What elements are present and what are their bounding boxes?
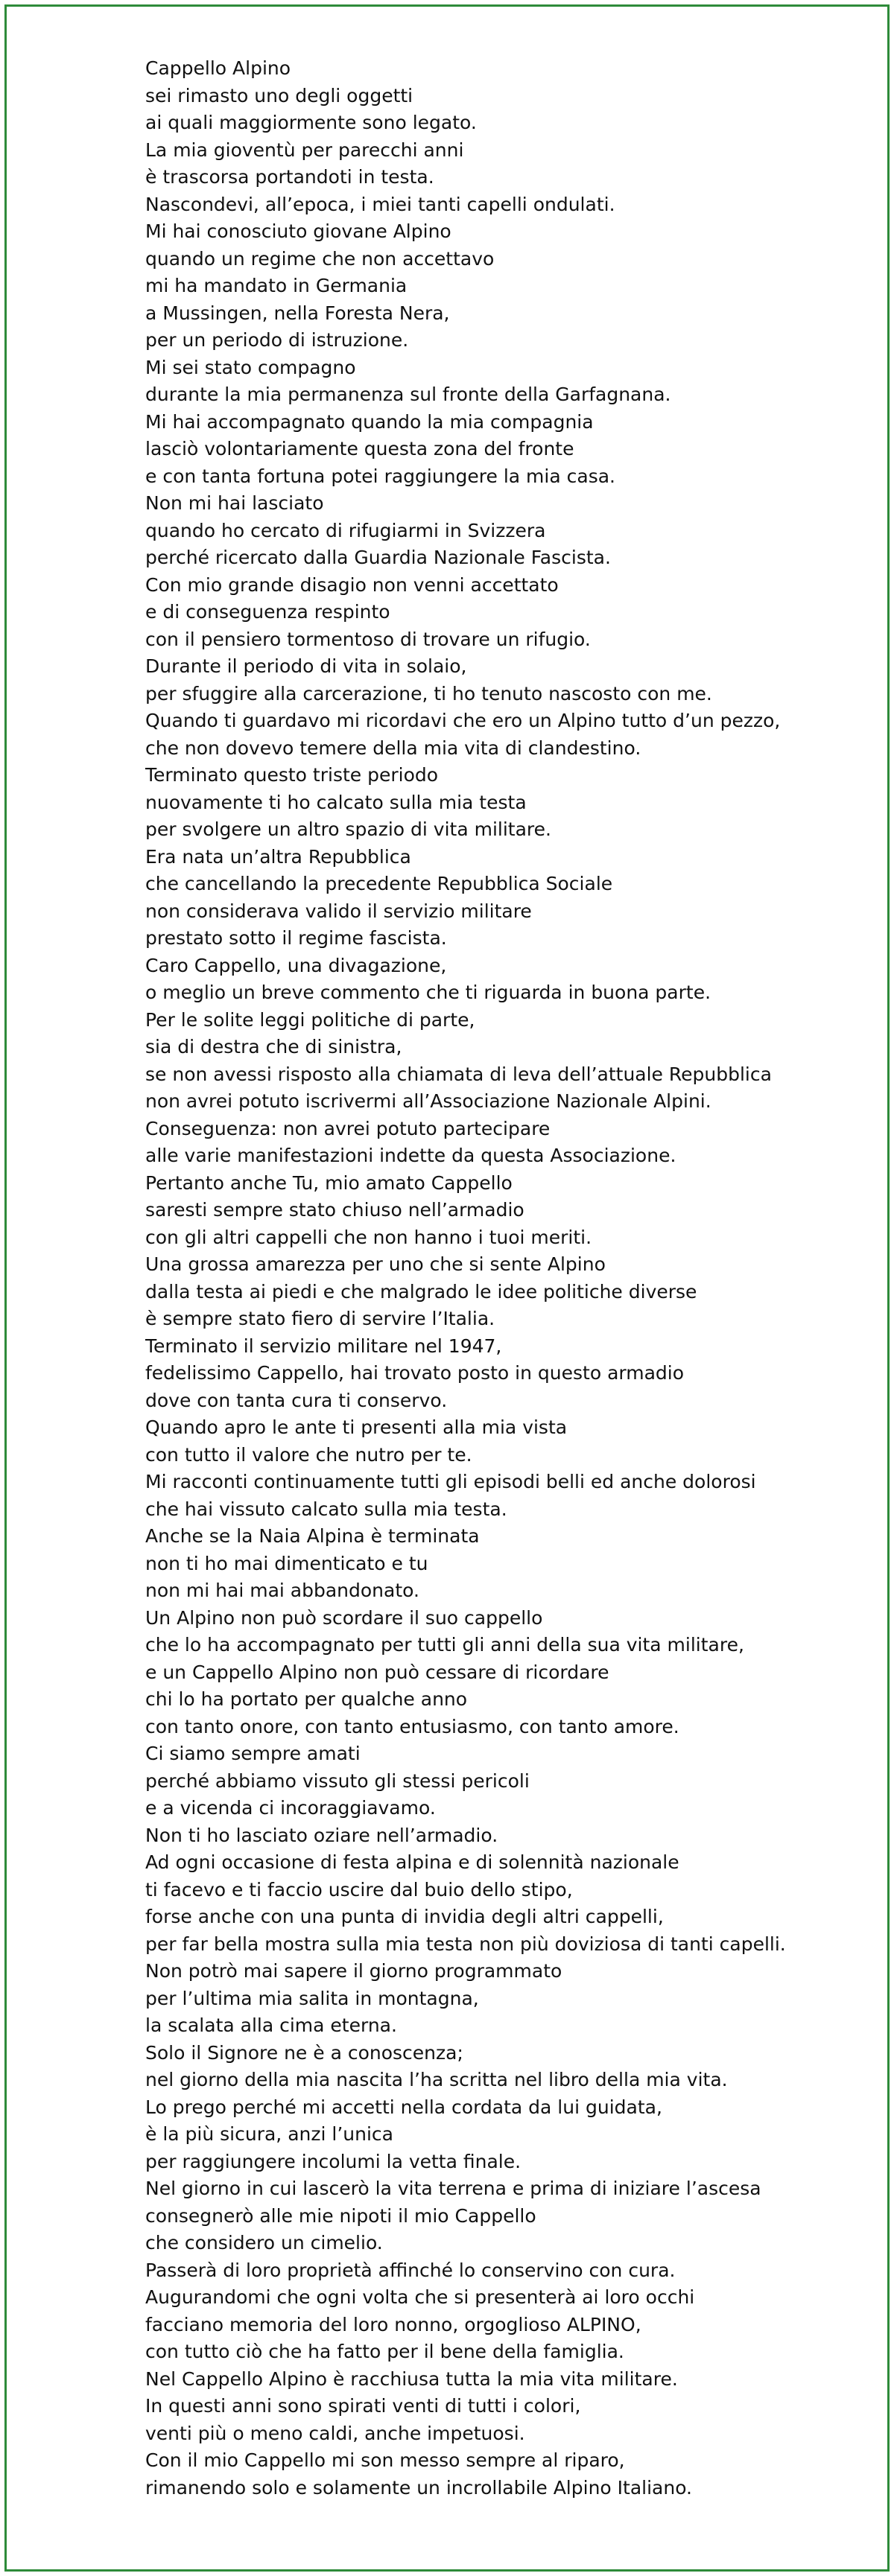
poem-line: Una grossa amarezza per uno che si sente Alpino [145, 1253, 606, 1275]
poem-line: lasciò volontariamente questa zona del fronte [145, 438, 574, 459]
poem-line: Non ti ho lasciato oziare nell’armadio. [145, 1824, 498, 1846]
poem-line: che non dovevo temere della mia vita di clandestino. [145, 737, 641, 759]
poem-line: chi lo ha portato per qualche anno [145, 1688, 468, 1710]
poem-line: per far bella mostra sulla mia testa non più doviziosa di tanti capelli. [145, 1933, 786, 1955]
poem-line: per sfuggire alla carcerazione, ti ho tenuto nascosto con me. [145, 682, 712, 705]
poem-line: In questi anni sono spirati venti di tutti i colori, [145, 2395, 581, 2417]
poem-line: rimanendo solo e solamente un incrollabile Alpino Italiano. [145, 2476, 693, 2499]
poem-line: sia di destra che di sinistra, [145, 1036, 402, 1058]
poem-line: Mi racconti continuamente tutti gli episodi belli ed anche dolorosi [145, 1471, 756, 1492]
poem-line: che hai vissuto calcato sulla mia testa. [145, 1498, 507, 1520]
poem-line: Terminato il servizio militare nel 1947, [145, 1335, 502, 1357]
poem-line: perché ricercato dalla Guardia Nazionale Fascista. [145, 547, 611, 568]
poem-line: saresti sempre stato chiuso nell’armadio [145, 1199, 524, 1221]
poem-line: Nascondevi, all’epoca, i miei tanti capelli ondulati. [145, 193, 615, 215]
poem-line: a Mussingen, nella Foresta Nera, [145, 302, 450, 324]
poem-line: dalla testa ai piedi e che malgrado le idee politiche diverse [145, 1280, 697, 1303]
poem-line: fedelissimo Cappello, hai trovato posto in questo armadio [145, 1362, 685, 1384]
poem-line: per raggiungere incolumi la vetta finale. [145, 2150, 522, 2172]
poem-line: quando ho cercato di rifugiarmi in Svizzera [145, 519, 546, 541]
poem-line: La mia gioventù per parecchi anni [145, 139, 464, 161]
poem-line: con tutto il valore che nutro per te. [145, 1443, 472, 1466]
poem-line: Un Alpino non può scordare il suo cappello [145, 1606, 543, 1629]
poem-line: con tutto ciò che ha fatto per il bene della famiglia. [145, 2341, 624, 2362]
poem-line: non considerava valido il servizio militare [145, 900, 532, 922]
poem-line: dove con tanta cura ti conservo. [145, 1389, 448, 1411]
poem-line: e con tanta fortuna potei raggiungere la mia casa. [145, 465, 615, 487]
poem-line: Quando ti guardavo mi ricordavi che ero un Alpino tutto d’un pezzo, [145, 710, 781, 731]
poem-line: con il pensiero tormentoso di trovare un rifugio. [145, 628, 591, 650]
poem-line: quando un regime che non accettavo [145, 247, 495, 270]
poem-line: Nel Cappello Alpino è racchiusa tutta la mia vita militare. [145, 2367, 678, 2390]
poem-line: Augurandomi che ogni volta che si presenterà ai loro occhi [145, 2286, 695, 2308]
poem-line: mi ha mandato in Germania [145, 275, 408, 296]
poem-line: Ci siamo sempre amati [145, 1743, 361, 1764]
poem-line: è la più sicura, anzi l’unica [145, 2123, 393, 2145]
poem-line: sei rimasto uno degli oggetti [145, 84, 413, 106]
poem-line: Non mi hai lasciato [145, 492, 324, 514]
poem-line: Pertanto anche Tu, mio amato Cappello [145, 1171, 513, 1194]
poem-line: Mi hai accompagnato quando la mia compagnia [145, 410, 594, 433]
poem-line: non avrei potuto iscrivermi all’Associazione Nazionale Alpini. [145, 1090, 711, 1112]
poem-line: e di conseguenza respinto [145, 601, 390, 623]
poem-line: Conseguenza: non avrei potuto partecipare [145, 1117, 551, 1139]
poem-line: Anche se la Naia Alpina è terminata [145, 1525, 480, 1547]
poem-line: è trascorsa portandoti in testa. [145, 166, 434, 188]
poem-line: se non avessi risposto alla chiamata di leva dell’attuale Repubblica [145, 1063, 772, 1085]
poem-line: nuovamente ti ho calcato sulla mia testa [145, 791, 527, 813]
poem-line: Terminato questo triste periodo [145, 764, 439, 786]
poem-line: non mi hai mai abbandonato. [145, 1580, 419, 1601]
poem-line: Ad ogni occasione di festa alpina e di solennità nazionale [145, 1851, 679, 1873]
poem-line: Mi sei stato compagno [145, 356, 356, 378]
poem-line: Nel giorno in cui lascerò la vita terrena e prima di iniziare l’ascesa [145, 2178, 761, 2199]
poem-line: Solo il Signore ne è a conoscenza; [145, 2041, 463, 2064]
poem-text [145, 55, 860, 2502]
poem-line: Con mio grande disagio non venni accettato [145, 573, 559, 596]
poem-line: con tanto onore, con tanto entusiasmo, con tanto amore. [145, 1715, 679, 1737]
poem-line: Durante il periodo di vita in solaio, [145, 655, 467, 677]
poem-line: Era nata un’altra Repubblica [145, 845, 411, 868]
poem-line: alle varie manifestazioni indette da questa Associazione. [145, 1145, 676, 1166]
poem-line: Lo prego perché mi accetti nella cordata da lui guidata, [145, 2096, 662, 2118]
poem-line: Non potrò mai sapere il giorno programmato [145, 1960, 562, 1982]
poem-line: non ti ho mai dimenticato e tu [145, 1552, 428, 1574]
poem-line: durante la mia permanenza sul fronte della Garfagnana. [145, 384, 671, 405]
poem-line: ti facevo e ti faccio uscire dal buio dello stipo, [145, 1878, 573, 1901]
poem-line: Con il mio Cappello mi son messo sempre al riparo, [145, 2449, 625, 2471]
poem-line: venti più o meno caldi, anche impetuosi. [145, 2422, 525, 2444]
poem-line: e un Cappello Alpino non può cessare di ricordare [145, 1661, 609, 1683]
poem-line: con gli altri cappelli che non hanno i tuoi meriti. [145, 1226, 592, 1248]
poem-line: prestato sotto il regime fascista. [145, 927, 447, 949]
poem-line: Quando apro le ante ti presenti alla mia vista [145, 1416, 568, 1438]
poem-line: che lo ha accompagnato per tutti gli anni della sua vita militare, [145, 1634, 744, 1656]
poem-line: nel giorno della mia nascita l’ha scritta nel libro della mia vita. [145, 2069, 728, 2090]
poem-line: Caro Cappello, una divagazione, [145, 954, 447, 976]
poem-line: è sempre stato fiero di servire l’Italia. [145, 1308, 495, 1329]
poem-line: e a vicenda ci incoraggiavamo. [145, 1797, 436, 1819]
poem-line: Passerà di loro proprietà affinché lo conservino con cura. [145, 2259, 676, 2281]
poem-line: la scalata alla cima eterna. [145, 2014, 397, 2036]
poem-line: ai quali maggiormente sono legato. [145, 112, 477, 133]
poem-line: per un periodo di istruzione. [145, 329, 409, 351]
poem-line: per l’ultima mia salita in montagna, [145, 1987, 479, 2009]
poem-line: Per le solite leggi politiche di parte, [145, 1008, 475, 1031]
poem-line: facciano memoria del loro nonno, orgoglioso ALPINO, [145, 2313, 641, 2335]
poem-line: che cancellando la precedente Repubblica Sociale [145, 873, 613, 894]
poem-line: o meglio un breve commento che ti riguarda in buona parte. [145, 982, 711, 1003]
poem-line: consegnerò alle mie nipoti il mio Cappello [145, 2204, 536, 2227]
poem-line: Mi hai conosciuto giovane Alpino [145, 220, 451, 242]
poem-line: perché abbiamo vissuto gli stessi pericoli [145, 1769, 530, 1792]
poem-line: per svolgere un altro spazio di vita militare. [145, 818, 551, 840]
poem-line: che considero un cimelio. [145, 2232, 383, 2254]
poem-line: Cappello Alpino [145, 57, 291, 79]
poem-line: forse anche con una punta di invidia degli altri cappelli, [145, 1906, 664, 1927]
